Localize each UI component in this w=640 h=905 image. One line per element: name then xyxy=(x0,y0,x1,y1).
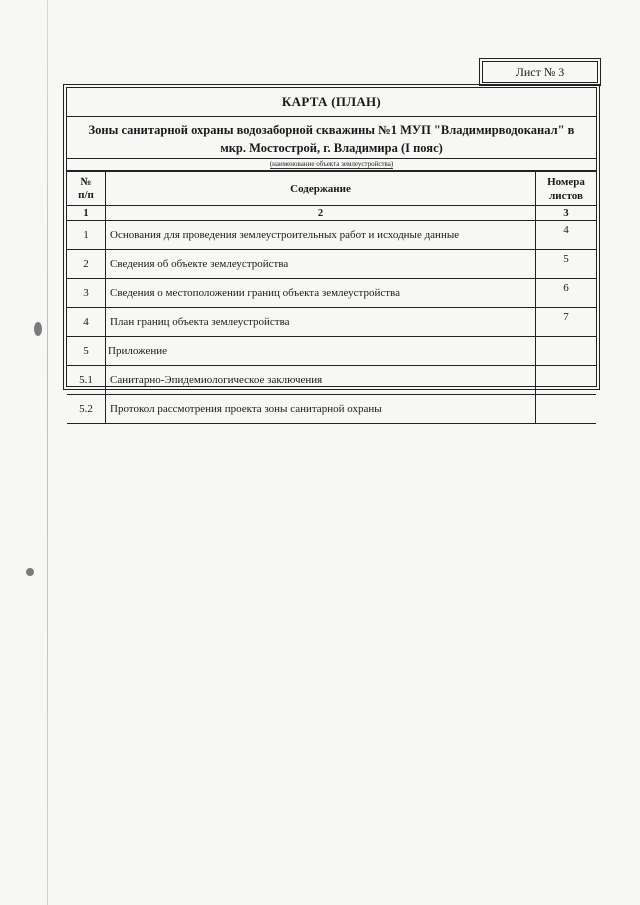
column-number: 1 xyxy=(67,206,106,221)
column-numbers-row xyxy=(67,206,596,221)
map-plan-frame xyxy=(63,84,600,415)
row-num: 3 xyxy=(67,279,106,308)
table-row xyxy=(67,395,596,424)
punch-hole-mark xyxy=(26,568,34,576)
table-row xyxy=(67,337,596,366)
row-num: 5.2 xyxy=(67,395,106,424)
row-pages xyxy=(536,395,597,424)
table-row xyxy=(67,366,596,395)
row-num: 1 xyxy=(67,221,106,250)
row-content: Приложение xyxy=(106,337,536,366)
column-number: 2 xyxy=(106,206,536,221)
map-plan-inner-frame xyxy=(66,87,597,415)
header-pages-line-1: Номера xyxy=(547,175,585,188)
header-pages-line-2: листов xyxy=(549,189,583,202)
contents-table xyxy=(67,171,596,424)
row-pages: 6 xyxy=(536,279,597,308)
object-name xyxy=(67,117,596,158)
header-num xyxy=(67,172,106,206)
row-pages: 5 xyxy=(536,250,597,279)
row-pages: 7 xyxy=(536,308,597,337)
sheet-number-label: Лист № 3 xyxy=(479,58,601,86)
table-row xyxy=(67,221,596,250)
header-pages xyxy=(536,172,597,206)
row-num: 5 xyxy=(67,337,106,366)
table-row xyxy=(67,250,596,279)
punch-hole-mark xyxy=(34,322,42,336)
scan-margin-line xyxy=(47,0,48,905)
header-content: Содержание xyxy=(106,172,536,206)
object-caption xyxy=(67,158,596,171)
object-caption-text: (наименование объекта землеустройства) xyxy=(269,160,394,168)
header-num-line-2: п/п xyxy=(78,188,94,201)
row-content: Сведения об объекте землеустройства xyxy=(106,250,536,279)
row-content: Основания для проведения землеустроительных работ и исходные данные xyxy=(106,221,536,250)
header-num-line-1: № xyxy=(80,175,92,188)
table-row xyxy=(67,308,596,337)
row-pages xyxy=(536,366,597,395)
row-num: 2 xyxy=(67,250,106,279)
row-content: План границ объекта землеустройства xyxy=(106,308,536,337)
row-pages xyxy=(536,337,597,366)
row-pages: 4 xyxy=(536,221,597,250)
object-name-line-2: мкр. Мостострой, г. Владимира (I пояс) xyxy=(220,141,443,155)
row-num: 5.1 xyxy=(67,366,106,395)
row-content: Сведения о местоположении границ объекта землеустройства xyxy=(106,279,536,308)
map-title: КАРТА (ПЛАН) xyxy=(67,88,596,117)
table-row xyxy=(67,279,596,308)
column-number: 3 xyxy=(536,206,597,221)
object-name-line-1: Зоны санитарной охраны водозаборной скважины №1 МУП "Владимирводоканал" в xyxy=(88,123,575,137)
table-header-row xyxy=(67,172,596,206)
row-num: 4 xyxy=(67,308,106,337)
row-content: Санитарно-Эпидемиологическое заключения xyxy=(106,366,536,395)
row-content: Протокол рассмотрения проекта зоны санитарной охраны xyxy=(106,395,536,424)
